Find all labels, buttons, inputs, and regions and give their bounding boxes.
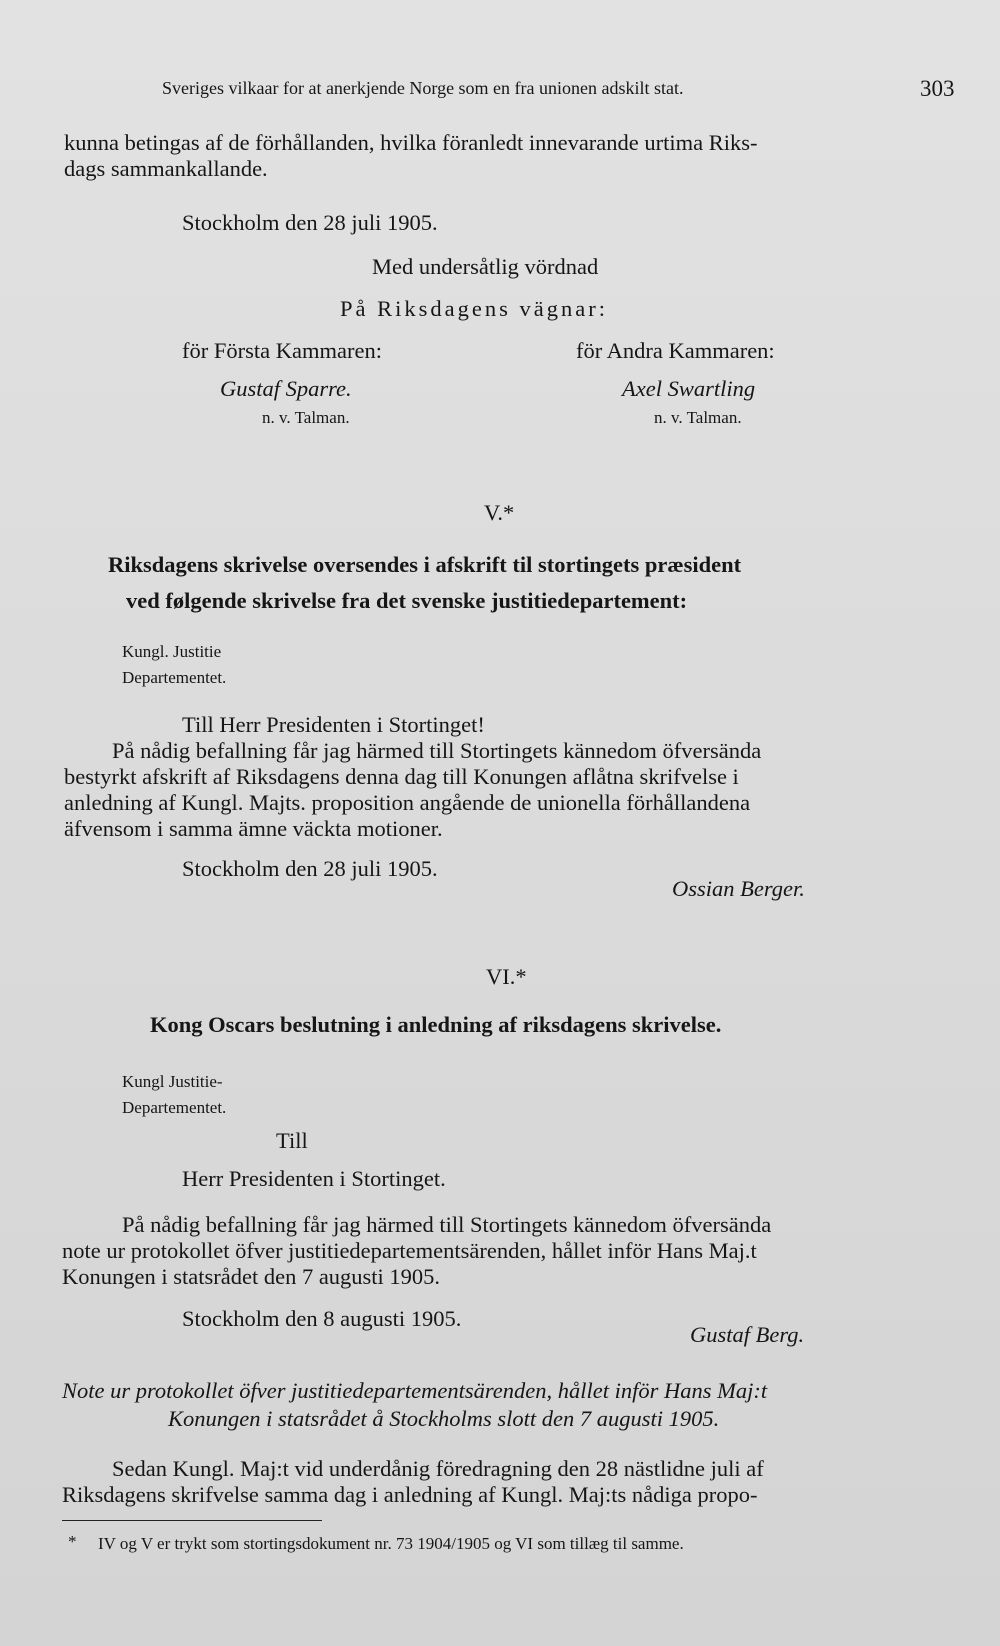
sender: Departementet. — [122, 1098, 227, 1117]
text-line: Sedan Kungl. Maj:t vid underdånig föredragning den 28 nästlidne juli af — [112, 1456, 764, 1481]
addressee: Herr Presidenten i Stortinget. — [182, 1166, 446, 1191]
text-line: kunna betingas af de förhållanden, hvilka föranledt innevarande urtima Riks- — [64, 130, 758, 155]
footnote-marker: * — [68, 1532, 77, 1551]
section-heading: ved følgende skrivelse fra det svenske justitiedepartement: — [126, 588, 688, 613]
sender: Kungl. Justitie — [122, 642, 222, 661]
sender: Kungl Justitie- — [122, 1072, 223, 1091]
section-number: V.* — [484, 500, 515, 525]
text-line: På nådig befallning får jag härmed till Stortingets kännedom öfversända — [122, 1212, 772, 1237]
text-line: Riksdagens skrifvelse samma dag i anledning af Kungl. Maj:ts nådiga propo- — [62, 1482, 758, 1507]
text-line: äfvensom i samma ämne väckta motioner. — [64, 816, 443, 841]
signature: Axel Swartling — [622, 376, 756, 401]
chamber-label-first: för Första Kammaren: — [182, 338, 382, 363]
place-date: Stockholm den 8 augusti 1905. — [182, 1306, 462, 1331]
note-title: Note ur protokollet öfver justitiedepartementsärenden, hållet inför Hans Maj:t — [62, 1378, 768, 1403]
place-date: Stockholm den 28 juli 1905. — [182, 856, 438, 881]
place-date: Stockholm den 28 juli 1905. — [182, 210, 438, 235]
till: Till — [276, 1128, 308, 1153]
section-heading: Kong Oscars beslutning i anledning af riksdagens skrivelse. — [150, 1012, 722, 1037]
footnote-text: IV og V er trykt som stortingsdokument nr. 73 1904/1905 og VI som tillæg til samme. — [98, 1534, 684, 1553]
salutation: Till Herr Presidenten i Stortinget! — [182, 712, 485, 737]
sender: Departementet. — [122, 668, 227, 687]
role: n. v. Talman. — [654, 408, 742, 427]
role: n. v. Talman. — [262, 408, 350, 427]
page-number: 303 — [920, 76, 955, 101]
section-number: VI.* — [486, 964, 527, 989]
text-line: dags sammankallande. — [64, 156, 268, 181]
signature: Gustaf Sparre. — [220, 376, 352, 401]
signature: Gustaf Berg. — [690, 1322, 805, 1347]
text-line: På nådig befallning får jag härmed till Stortingets kännedom öfversända — [112, 738, 762, 763]
footnote-rule — [62, 1520, 322, 1521]
signature: Ossian Berger. — [672, 876, 805, 901]
closing: Med undersåtlig vördnad — [372, 254, 599, 279]
text-line: bestyrkt afskrift af Riksdagens denna dag till Konungen aflåtna skrifvelse i — [64, 764, 739, 789]
text-line: Konungen i statsrådet den 7 augusti 1905. — [62, 1264, 441, 1289]
note-title: Konungen i statsrådet å Stockholms slott den 7 augusti 1905. — [168, 1406, 720, 1431]
text-line: anledning af Kungl. Majts. proposition angående de unionella förhållandena — [64, 790, 751, 815]
running-title: Sveriges vilkaar for at anerkjende Norge som en fra unionen adskilt stat. — [162, 78, 684, 98]
section-heading: Riksdagens skrivelse oversendes i afskrift til stortingets præsident — [108, 552, 742, 577]
chamber-label-second: för Andra Kammaren: — [576, 338, 775, 363]
on-behalf-line: På Riksdagens vägnar: — [340, 296, 608, 321]
text-line: note ur protokollet öfver justitiedepartementsärenden, hållet inför Hans Maj.t — [62, 1238, 757, 1263]
